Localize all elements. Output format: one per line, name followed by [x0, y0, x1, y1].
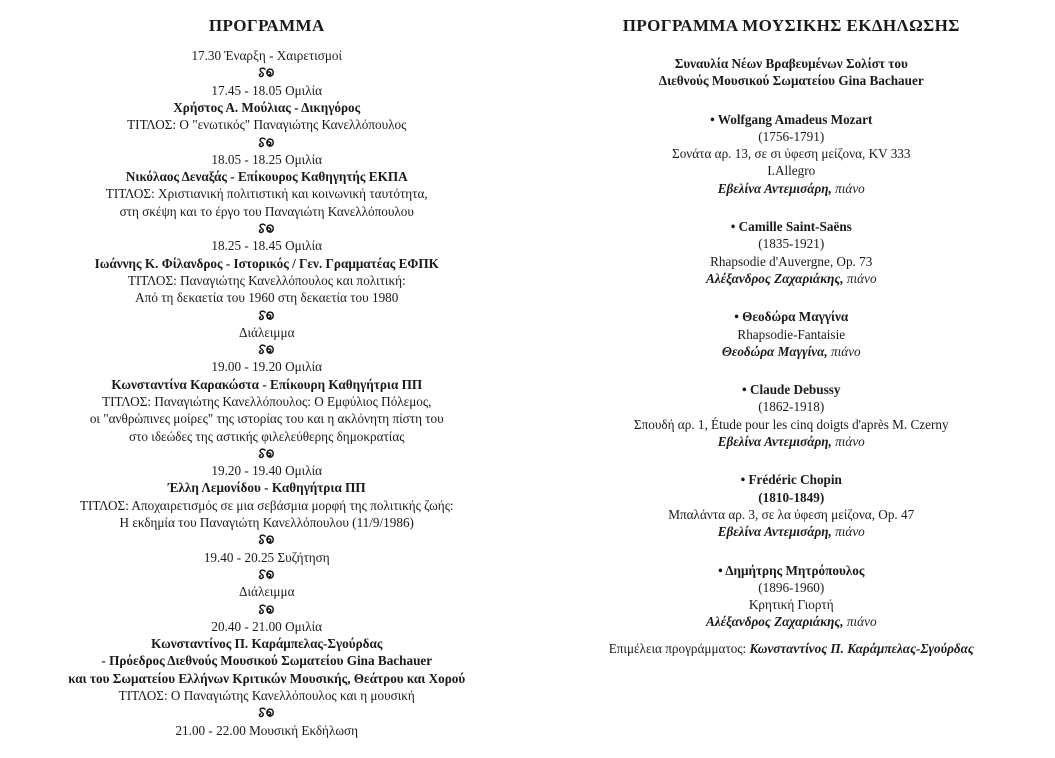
session-time-line [6, 462, 528, 479]
piece-title: Σπουδή αρ. 1, Étude pour les cinq doigts d'après M. Czerny [633, 416, 949, 432]
speaker-name: Νικόλαος Δεναξάς - Επίκουρος Καθηγητής ΕΚΠΑ [125, 169, 408, 185]
spacer [528, 287, 1055, 308]
composer-name: • Frédéric Chopin [740, 472, 842, 488]
speaker-name: Έλλη Λεμονίδου - Καθηγήτρια ΠΠ [167, 480, 366, 496]
talk-title-line: οι "ανθρώπινες μοίρες" της ιστορίας του και η ακλόνητη πίστη του [89, 411, 444, 427]
performer-instrument: πιάνο [843, 614, 877, 630]
performer-line [528, 433, 1055, 450]
talk-title-line: ΤΙΤΛΟΣ: Ο Παναγιώτης Κανελλόπουλος και η μουσική [118, 687, 415, 703]
session-time-line: 21.00 - 22.00 Μουσική Εκδήλωση [175, 722, 359, 738]
performer-instrument: πιάνο [831, 180, 865, 196]
session-time-line [6, 82, 528, 99]
fleuron-divider-icon [6, 601, 528, 618]
program-column-right [528, 0, 1055, 758]
talk-title-line: ΤΙΤΛΟΣ: Παναγιώτης Κανελλόπουλος: Ο Εμφύλιος Πόλεμος, [102, 393, 432, 409]
piece-title: Rhapsodie-Fantaisie [737, 326, 846, 342]
performer-line [528, 343, 1055, 360]
speaker-name: Κωνσταντίνα Καρακώστα - Επίκουρη Καθηγήτρια ΠΠ [111, 376, 423, 392]
speaker-name: Κωνσταντίνος Π. Καράμπελας-Σγούρδας [151, 636, 383, 652]
concert-subtitle-line: Διεθνούς Μουσικού Σωματείου Gina Bachauer [658, 73, 924, 89]
session-time: 17.45 - 18.05 [211, 82, 286, 98]
talk-title-line: ΤΙΤΛΟΣ: Ο "ενωτικός" Παναγιώτης Κανελλόπουλος [127, 117, 407, 133]
session-time-line [6, 151, 528, 168]
performer-instrument: πιάνο [831, 524, 865, 540]
session-time: 19.20 - 19.40 [211, 463, 286, 479]
session-time: 18.05 - 18.25 [211, 151, 286, 167]
spacer [528, 360, 1055, 381]
session-time: 19.00 - 19.20 [211, 359, 286, 375]
performer-name: Εβελίνα Αντεμισάρη, [717, 434, 832, 450]
composer-name: • Claude Debussy [742, 382, 841, 398]
interval-label: Διάλειμμα [239, 584, 295, 600]
session-kind: Ομιλία [285, 359, 323, 375]
performer-instrument: πιάνο [831, 434, 865, 450]
session-kind: Ομιλία [285, 151, 323, 167]
piece-title: Σονάτα αρ. 13, σε σι ύφεση μείζονα, KV 333 [672, 146, 911, 162]
session-opening-line: 17.30 Έναρξη - Χαιρετισμοί [191, 48, 343, 63]
performer-line [528, 523, 1055, 540]
right-program-lines [528, 55, 1055, 657]
composer-name: • Wolfgang Amadeus Mozart [710, 111, 873, 127]
composer-name: • Θεοδώρα Μαγγίνα [734, 309, 849, 325]
performer-line [528, 613, 1055, 630]
composer-dates: (1756-1791) [758, 128, 825, 144]
talk-title-line: Από τη δεκαετία του 1960 στη δεκαετία του 1980 [135, 290, 399, 306]
speaker-name: Ιωάννης Κ. Φίλανδρος - Ιστορικός / Γεν. Γραμματέας ΕΦΠΚ [94, 255, 439, 271]
session-kind: Ομιλία [285, 463, 323, 479]
right-page-title: ΠΡΟΓΡΑΜΜΑ ΜΟΥΣΙΚΗΣ ΕΚΔΗΛΩΣΗΣ [622, 16, 960, 35]
session-kind: Ομιλία [285, 238, 323, 254]
speaker-affiliation: και του Σωματείου Ελλήνων Κριτικών Μουσικής, Θεάτρου και Χορού [68, 670, 466, 686]
composer-dates: (1810-1849) [758, 489, 825, 505]
spacer [528, 631, 1055, 640]
performer-instrument: πιάνο [843, 270, 877, 286]
composer-name: • Camille Saint-Saëns [730, 219, 852, 235]
composer-dates: (1862-1918) [758, 399, 825, 415]
talk-title-line: ΤΙΤΛΟΣ: Παναγιώτης Κανελλόπουλος και πολιτική: [127, 272, 406, 288]
spacer [528, 541, 1055, 562]
spacer [528, 197, 1055, 218]
program-credit [528, 640, 1055, 657]
fleuron-divider-icon [6, 306, 528, 323]
performer-name: Εβελίνα Αντεμισάρη, [717, 180, 832, 196]
performer-instrument: πιάνο [827, 343, 861, 359]
concert-subtitle-line: Συναυλία Νέων Βραβευμένων Σολίστ του [674, 56, 908, 71]
left-page-title: ΠΡΟΓΡΑΜΜΑ [208, 16, 325, 35]
session-time: 18.25 - 18.45 [211, 238, 286, 254]
session-time: 20.40 - 21.00 [211, 618, 286, 634]
session-kind: Ομιλία [285, 618, 323, 634]
session-time-line: 19.40 - 20.25 Συζήτηση [203, 549, 330, 565]
performer-name: Θεοδώρα Μαγγίνα, [721, 343, 828, 359]
fleuron-divider-icon [6, 64, 528, 81]
piece-title: Κρητική Γιορτή [748, 597, 834, 613]
session-time-line [6, 237, 528, 254]
fleuron-divider-icon [6, 566, 528, 583]
piece-movement: I.Allegro [767, 163, 816, 179]
fleuron-divider-icon [6, 133, 528, 150]
fleuron-divider-icon [6, 341, 528, 358]
composer-dates: (1835-1921) [758, 236, 825, 252]
fleuron-divider-icon [6, 445, 528, 462]
credit-name: Κωνσταντίνος Π. Καράμπελας-Σγούρδας [746, 640, 974, 656]
piece-title: Μπαλάντα αρ. 3, σε λα ύφεση μείζονα, Op. 47 [668, 506, 915, 522]
session-time-line [6, 618, 528, 635]
performer-name: Αλέξανδρος Ζαχαριάκης, [705, 270, 844, 286]
piece-title: Rhapsodie d'Auvergne, Op. 73 [710, 253, 873, 269]
talk-title-line: ΤΙΤΛΟΣ: Χριστιανική πολιτιστική και κοινωνική ταυτότητα, [105, 186, 428, 202]
performer-line [528, 270, 1055, 287]
talk-title-line: ΤΙΤΛΟΣ: Αποχαιρετισμός σε μια σεβάσμια μορφή της πολιτικής ζωής: [79, 497, 454, 513]
speaker-affiliation: - Πρόεδρος Διεθνούς Μουσικού Σωματείου Gina Bachauer [101, 653, 433, 669]
composer-dates: (1896-1960) [758, 579, 825, 595]
credit-label: Επιμέλεια προγράμματος: [608, 640, 747, 656]
fleuron-divider-icon [6, 704, 528, 721]
spacer [528, 450, 1055, 471]
performer-name: Εβελίνα Αντεμισάρη, [717, 524, 832, 540]
session-time-line [6, 358, 528, 375]
left-program-lines [6, 47, 528, 739]
talk-title-line: στο ιδεώδες της αστικής φιλελεύθερης δημοκρατίας [129, 428, 405, 444]
composer-name: • Δημήτρης Μητρόπουλος [718, 562, 865, 578]
interval-label: Διάλειμμα [239, 324, 295, 340]
performer-line [528, 180, 1055, 197]
talk-title-line: στη σκέψη και το έργο του Παναγιώτη Κανελλόπουλου [119, 203, 414, 219]
spacer [528, 90, 1055, 111]
talk-title-line: Η εκδημία του Παναγιώτη Κανελλόπουλου (11/9/1986) [119, 515, 414, 531]
fleuron-divider-icon [6, 220, 528, 237]
fleuron-divider-icon [6, 531, 528, 548]
performer-name: Αλέξανδρος Ζαχαριάκης, [705, 614, 844, 630]
speaker-name: Χρήστος Α. Μούλιας - Δικηγόρος [173, 99, 361, 115]
session-kind: Ομιλία [285, 82, 323, 98]
